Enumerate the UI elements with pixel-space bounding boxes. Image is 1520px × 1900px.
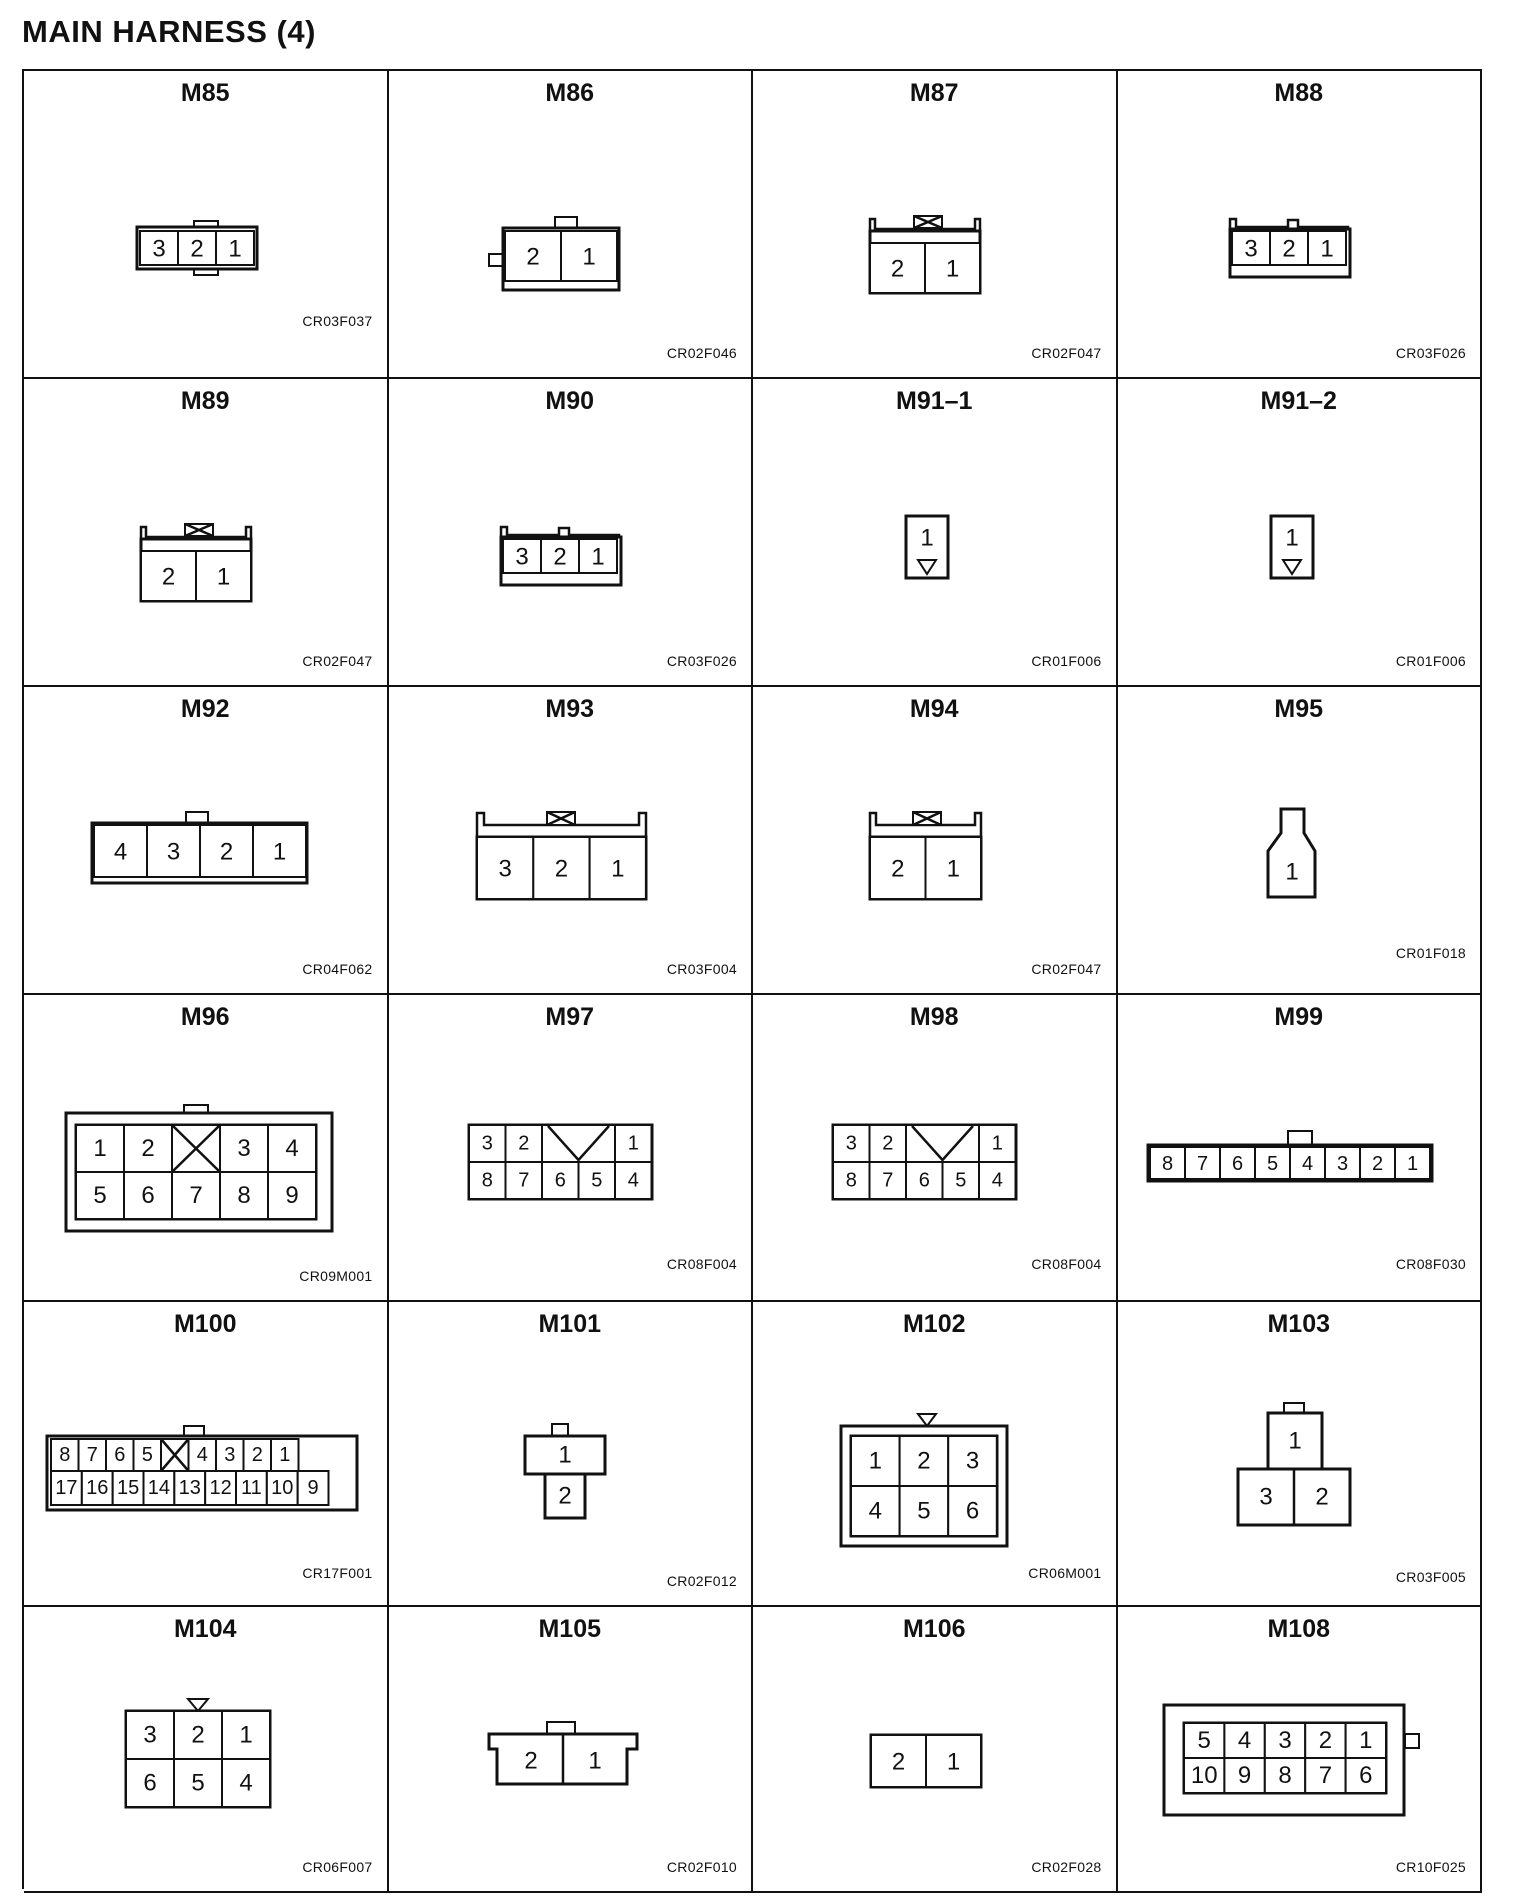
pin-label: 1	[228, 235, 242, 263]
pin-label: 5	[191, 1769, 205, 1797]
connector-code: CR02F047	[1031, 345, 1102, 361]
connector-diagram	[389, 995, 751, 1295]
pin-label: 1	[590, 543, 605, 571]
pin-label: 7	[86, 1444, 98, 1466]
connector-id: M106	[902, 1615, 966, 1643]
pin-label: 4	[627, 1169, 639, 1192]
pin-label: 7	[517, 1169, 529, 1192]
pin-label: 6	[143, 1769, 157, 1797]
latch-tab	[1288, 1131, 1312, 1145]
pin-label: 1	[279, 1444, 291, 1466]
pin-label: 7	[1318, 1762, 1332, 1789]
connector-code: CR09M001	[299, 1268, 373, 1284]
pin-label: 6	[965, 1497, 980, 1525]
pin-label: 1	[946, 1748, 961, 1776]
page-title: MAIN HARNESS (4)	[22, 14, 316, 49]
connector-cell	[389, 687, 754, 995]
connector-diagram	[753, 1607, 1115, 1893]
pin-label: 8	[1161, 1153, 1173, 1175]
connector-cell	[753, 1607, 1118, 1893]
connector-diagram	[24, 687, 386, 987]
pin-label: 6	[114, 1444, 126, 1466]
pin-label: 2	[1314, 1483, 1329, 1511]
connector-id: M105	[538, 1615, 602, 1643]
pin-label: 8	[237, 1182, 251, 1209]
pin-label: 17	[55, 1477, 78, 1499]
pin-label: 2	[1281, 235, 1296, 263]
connector-diagram	[753, 379, 1115, 679]
pin-label: 3	[1277, 1727, 1292, 1754]
key-triangle-icon	[188, 1699, 208, 1711]
pin-label: 8	[59, 1444, 71, 1466]
pin-label: 3	[152, 235, 166, 263]
connector-cell	[389, 1302, 754, 1607]
connector-id: M94	[909, 695, 959, 723]
connector-id: M90	[545, 387, 595, 415]
connector-id: M87	[909, 79, 959, 107]
connector-cell	[1118, 687, 1483, 995]
pin-label: 2	[523, 1747, 538, 1775]
pin-label: 1	[557, 1441, 572, 1469]
pin-label: 1	[868, 1447, 882, 1475]
pin-label: 8	[481, 1169, 493, 1192]
connector-cell	[24, 1607, 389, 1893]
connector-cell	[389, 1607, 754, 1893]
pin-label: 3	[965, 1447, 980, 1475]
pin-label: 9	[285, 1182, 299, 1209]
connector-id: M88	[1274, 79, 1324, 107]
pin-label: 8	[1277, 1762, 1292, 1789]
pin-label: 1	[1284, 524, 1299, 552]
connector-code: CR03F037	[302, 313, 373, 329]
connector-cell	[389, 379, 754, 687]
connector-cell	[24, 687, 389, 995]
connector-cell	[1118, 995, 1483, 1302]
connector-diagram	[1118, 71, 1480, 371]
pin-label: 3	[1258, 1483, 1273, 1511]
pin-label: 1	[272, 838, 287, 866]
connector-code: CR03F026	[666, 653, 737, 669]
key-triangle-icon	[918, 1414, 936, 1426]
connector-cell	[753, 71, 1118, 379]
pin-label: 4	[1237, 1727, 1251, 1754]
pin-label: 5	[1266, 1153, 1278, 1175]
connector-id: M93	[545, 695, 595, 723]
pin-label: 6	[1358, 1762, 1372, 1789]
connector-diagram	[24, 995, 386, 1295]
connector-diagram	[389, 1302, 751, 1602]
pin-label: 2	[141, 1135, 155, 1162]
pin-label: 2	[891, 1748, 906, 1776]
pin-label: 7	[189, 1182, 203, 1209]
pin-label: 3	[497, 855, 512, 883]
connector-diagram	[24, 379, 386, 679]
pin-label: 10	[1190, 1762, 1218, 1789]
pin-label: 3	[224, 1444, 236, 1466]
pin-label: 15	[116, 1477, 140, 1499]
connector-id: M92	[180, 695, 230, 723]
connector-code: CR01F006	[1395, 653, 1466, 669]
side-tab	[489, 254, 503, 266]
pin-label: 1	[627, 1132, 639, 1155]
connector-id: M95	[1274, 695, 1324, 723]
connector-id: M86	[545, 79, 595, 107]
pin-label: 11	[241, 1477, 262, 1499]
pin-label: 1	[1287, 1427, 1302, 1455]
connector-id: M99	[1274, 1003, 1324, 1031]
connector-code: CR08F004	[1031, 1256, 1102, 1272]
connector-diagram	[389, 379, 751, 679]
connector-code: CR02F047	[302, 653, 373, 669]
pin-label: 3	[237, 1135, 251, 1162]
pin-label: 1	[1406, 1153, 1418, 1175]
pin-label: 4	[868, 1497, 882, 1525]
connector-cell	[1118, 71, 1483, 379]
connector-id: M98	[909, 1003, 959, 1031]
pin-label: 2	[190, 235, 204, 263]
pin-label: 6	[554, 1169, 566, 1192]
connector-cell	[389, 995, 754, 1302]
connector-id: M108	[1267, 1615, 1331, 1643]
pin-label: 5	[955, 1169, 967, 1192]
pin-label: 5	[93, 1182, 107, 1209]
pin-label: 9	[1237, 1762, 1251, 1789]
connector-id: M101	[538, 1310, 602, 1338]
connector-code: CR02F046	[666, 345, 737, 361]
connector-diagram	[389, 1607, 751, 1893]
connector-diagram	[1118, 687, 1480, 987]
pin-label: 7	[1196, 1153, 1208, 1175]
pin-label: 10	[271, 1477, 294, 1499]
connector-code: CR02F047	[1031, 961, 1102, 977]
connector-diagram	[1118, 995, 1480, 1295]
pin-label: 3	[1243, 235, 1258, 263]
pin-label: 3	[514, 543, 529, 571]
pin-label: 5	[590, 1169, 602, 1192]
pin-label: 3	[845, 1132, 857, 1155]
connector-cell	[389, 71, 754, 379]
connector-code: CR03F004	[666, 961, 737, 977]
connector-cell	[1118, 1607, 1483, 1893]
pin-label: 2	[882, 1132, 894, 1155]
pin-label: 5	[1197, 1727, 1211, 1754]
pin-label: 6	[1231, 1153, 1243, 1175]
pin-label: 1	[610, 855, 624, 883]
latch-tab	[547, 1722, 575, 1734]
connector-diagram	[389, 687, 751, 987]
pin-label: 7	[882, 1169, 894, 1192]
connector-id: M102	[902, 1310, 966, 1338]
connector-cell	[753, 995, 1118, 1302]
pin-label: 4	[285, 1135, 299, 1162]
pin-label: 16	[86, 1477, 109, 1499]
connector-diagram	[24, 1607, 386, 1893]
connector-code: CR10F025	[1395, 1859, 1466, 1875]
pin-label: 1	[1284, 858, 1299, 886]
pin-label: 5	[917, 1497, 931, 1525]
pin-label: 1	[920, 524, 934, 552]
pin-label: 1	[945, 255, 960, 283]
connector-diagram	[1118, 1302, 1480, 1602]
connector-id: M100	[173, 1310, 237, 1338]
side-tab	[1405, 1734, 1419, 1748]
connector-code: CR17F001	[302, 1565, 373, 1581]
pin-label: 2	[557, 1482, 572, 1510]
pin-label: 1	[991, 1132, 1003, 1155]
pin-label: 14	[147, 1477, 171, 1499]
connector-cell	[24, 379, 389, 687]
connector-code: CR04F062	[302, 961, 373, 977]
pin-label: 2	[251, 1444, 263, 1466]
connector-cell	[24, 71, 389, 379]
pin-label: 1	[1319, 235, 1334, 263]
pin-label: 2	[1318, 1727, 1332, 1754]
connector-diagram	[753, 995, 1115, 1295]
pin-label: 2	[917, 1447, 931, 1475]
connector-code: CR03F026	[1395, 345, 1466, 361]
pin-label: 5	[141, 1444, 153, 1466]
connector-diagram	[389, 71, 751, 371]
pin-label: 2	[552, 543, 567, 571]
connector-code: CR01F006	[1031, 653, 1102, 669]
connector-diagram	[24, 1302, 386, 1602]
connector-code: CR02F012	[666, 1573, 737, 1589]
pin-label: 2	[890, 255, 905, 283]
pin-label: 2	[191, 1721, 205, 1749]
pin-label: 1	[239, 1721, 253, 1749]
connector-code: CR08F004	[666, 1256, 737, 1272]
connector-id: M96	[180, 1003, 230, 1031]
connector-diagram	[753, 1302, 1115, 1602]
pin-label: 1	[93, 1135, 107, 1162]
pin-label: 12	[209, 1477, 232, 1499]
pin-label: 1	[587, 1747, 602, 1775]
pin-label: 2	[525, 243, 540, 271]
connector-cell	[1118, 1302, 1483, 1607]
connector-code: CR06F007	[302, 1859, 373, 1875]
connector-code: CR02F010	[666, 1859, 737, 1875]
connector-id: M97	[545, 1003, 595, 1031]
pin-label: 4	[1301, 1153, 1313, 1175]
pin-label: 2	[1371, 1153, 1383, 1175]
pin-label: 8	[845, 1169, 857, 1192]
pin-label: 2	[891, 855, 905, 883]
pin-label: 1	[1358, 1727, 1372, 1754]
pin-label: 6	[918, 1169, 930, 1192]
connector-id: M104	[173, 1615, 237, 1643]
connector-id: M103	[1267, 1310, 1331, 1338]
pin-label: 3	[143, 1721, 157, 1749]
connector-id: M85	[180, 79, 230, 107]
pin-label: 6	[141, 1182, 155, 1209]
pin-label: 4	[239, 1769, 253, 1797]
pin-label: 13	[178, 1477, 201, 1499]
connector-cell	[753, 687, 1118, 995]
connector-code: CR01F018	[1395, 945, 1466, 961]
pin-label: 2	[554, 855, 568, 883]
connector-code: CR08F030	[1395, 1256, 1466, 1272]
connector-cell	[24, 1302, 389, 1607]
latch-tab	[552, 1424, 568, 1436]
pin-label: 3	[1336, 1153, 1348, 1175]
connector-diagram	[753, 71, 1115, 371]
connector-id: M91–1	[896, 387, 973, 415]
pin-label: 1	[946, 855, 960, 883]
connector-cell	[1118, 379, 1483, 687]
pin-label: 9	[307, 1477, 319, 1499]
pin-label: 2	[517, 1132, 529, 1155]
pin-label: 3	[166, 838, 181, 866]
connector-code: CR03F005	[1395, 1569, 1466, 1585]
pin-label: 1	[216, 563, 231, 591]
connector-code: CR02F028	[1031, 1859, 1102, 1875]
pin-label: 4	[113, 838, 128, 866]
connector-code: CR06M001	[1028, 1565, 1102, 1581]
pin-label: 4	[991, 1169, 1003, 1192]
pin-label: 2	[219, 838, 234, 866]
connector-diagram	[753, 687, 1115, 987]
connector-cell	[24, 995, 389, 1302]
connector-id: M91–2	[1260, 387, 1337, 415]
pin-label: 2	[161, 563, 176, 591]
pin-label: 3	[481, 1132, 493, 1155]
pin-label: 4	[196, 1444, 208, 1466]
connector-cell	[753, 1302, 1118, 1607]
connector-diagram	[1118, 379, 1480, 679]
connector-grid	[22, 69, 1482, 1889]
connector-id: M89	[180, 387, 230, 415]
connector-cell	[753, 379, 1118, 687]
pin-label: 1	[581, 243, 596, 271]
connector-diagram	[1118, 1607, 1480, 1893]
